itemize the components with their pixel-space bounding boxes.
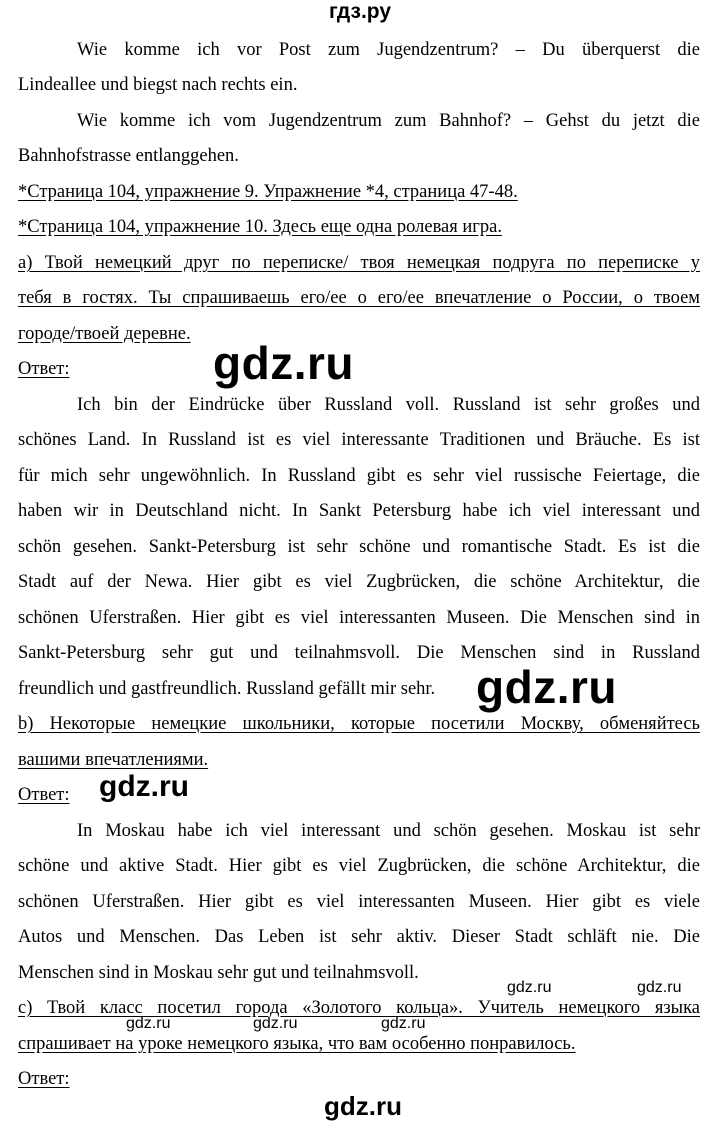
answer-line: Autos und Menschen. Das Leben ist sehr aktiv. Dieser Stadt schläft nie. Die <box>18 927 700 947</box>
watermark: gdz.ru <box>213 337 354 389</box>
task-b-line: b) Некоторые немецкие школьники, которые посетили Москву, обменяйтесь <box>18 714 700 734</box>
text-line: Wie komme ich vor Post zum Jugendzentrum? – Du überquerst die <box>77 40 700 60</box>
answer-line: haben wir in Deutschland nicht. In Sankt Petersburg habe ich viel interessant und <box>18 501 700 521</box>
watermark: gdz.ru <box>507 979 552 996</box>
site-header: гдз.ру <box>328 0 392 23</box>
answer-line: Ich bin der Eindrücke über Russland voll. Russland ist sehr großes und <box>77 395 700 415</box>
watermark: gdz.ru <box>99 770 189 803</box>
answer-line: schön gesehen. Sankt-Petersburg ist sehr schöne und romantische Stadt. Es ist die <box>18 537 700 557</box>
task-c-line: спрашивает на уроке немецкого языка, что вам особенно понравилось. <box>18 1034 576 1054</box>
watermark: gdz.ru <box>637 979 682 996</box>
task-a-line: тебя в гостях. Ты спрашиваешь его/ее о его/ее впечатление о России, о твоем <box>18 288 700 308</box>
answer-line: In Moskau habe ich viel interessant und schön gesehen. Moskau ist sehr <box>77 821 700 841</box>
watermark: gdz.ru <box>253 1015 298 1032</box>
answer-line: für mich sehr ungewöhnlich. In Russland gibt es sehr viel russische Feiertage, die <box>18 466 700 486</box>
footer-watermark: gdz.ru <box>324 1091 402 1121</box>
task-c-line: с) Твой класс посетил города «Золотого кольца». Учитель немецкого языка <box>18 998 700 1018</box>
task-b-line: вашими впечатлениями. <box>18 750 209 770</box>
task-a-line: городе/твоей деревне. <box>18 324 191 344</box>
answer-line: schönen Uferstraßen. Hier gibt es viel interessanten Museen. Hier gibt es viele <box>18 892 700 912</box>
answer-line: Menschen sind in Moskau sehr gut und teilnahmsvoll. <box>18 963 419 983</box>
answer-line: freundlich und gastfreundlich. Russland gefällt mir sehr. <box>18 679 436 699</box>
answer-line: Stadt auf der Newa. Hier gibt es viel Zugbrücken, die schöne Architektur, die <box>18 572 700 592</box>
text-line: Lindeallee und biegst nach rechts ein. <box>18 75 298 95</box>
task-a-line: а) Твой немецкий друг по переписке/ твоя немецкая подруга по переписке у <box>18 253 700 273</box>
watermark: gdz.ru <box>126 1015 171 1032</box>
answer-line: Sankt-Petersburg sehr gut und teilnahmsvoll. Die Menschen sind in Russland <box>18 643 700 663</box>
answer-label: Ответ: <box>18 359 70 379</box>
watermark: gdz.ru <box>381 1015 426 1032</box>
exercise-reference: *Страница 104, упражнение 9. Упражнение *4, страница 47-48. <box>18 182 518 202</box>
exercise-reference: *Страница 104, упражнение 10. Здесь еще одна ролевая игра. <box>18 217 502 237</box>
answer-line: schönen Uferstraßen. Hier gibt es viel interessanten Museen. Die Menschen sind in <box>18 608 700 628</box>
answer-line: schönes Land. In Russland ist es viel interessante Traditionen und Bräuche. Es ist <box>18 430 700 450</box>
watermark: gdz.ru <box>476 661 617 713</box>
answer-line: schöne und aktive Stadt. Hier gibt es viel Zugbrücken, die schöne Architektur, die <box>18 856 700 876</box>
text-line: Wie komme ich vom Jugendzentrum zum Bahnhof? – Gehst du jetzt die <box>77 111 700 131</box>
answer-label: Ответ: <box>18 785 70 805</box>
answer-label: Ответ: <box>18 1069 70 1089</box>
text-line: Bahnhofstrasse entlanggehen. <box>18 146 239 166</box>
